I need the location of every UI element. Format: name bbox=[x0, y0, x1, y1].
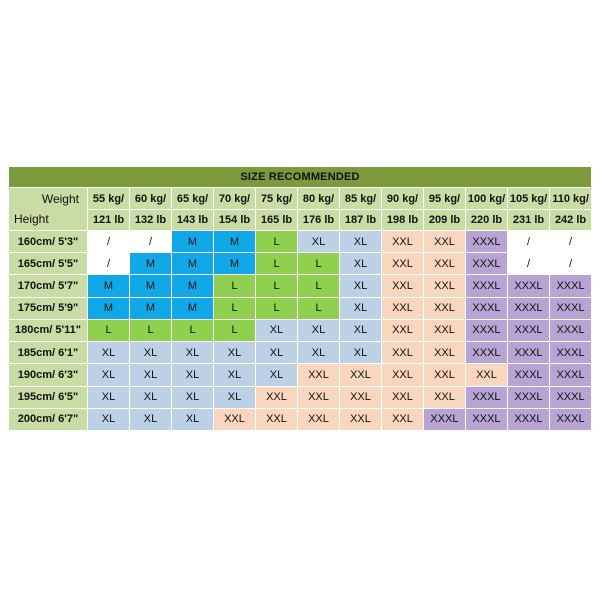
size-cell: XXL bbox=[382, 408, 424, 430]
height-label: 160cm/ 5'3" bbox=[9, 231, 88, 253]
table-row bbox=[9, 319, 592, 341]
size-cell: XL bbox=[340, 231, 382, 253]
table-row bbox=[9, 342, 592, 364]
size-cell: XXXL bbox=[550, 408, 592, 430]
size-cell: XXXL bbox=[508, 319, 550, 341]
size-cell: XL bbox=[172, 342, 214, 364]
size-table-body bbox=[9, 231, 592, 431]
size-cell: XXL bbox=[424, 386, 466, 408]
size-cell: M bbox=[130, 253, 172, 275]
size-cell: XXL bbox=[340, 408, 382, 430]
size-cell: XL bbox=[88, 364, 130, 386]
size-cell: XXL bbox=[382, 386, 424, 408]
size-cell: L bbox=[256, 297, 298, 319]
weight-lb-label: 242 lb bbox=[550, 209, 591, 230]
size-cell: M bbox=[172, 231, 214, 253]
size-cell: XXL bbox=[298, 408, 340, 430]
height-label: 195cm/ 6'5" bbox=[9, 386, 88, 408]
table-row bbox=[9, 253, 592, 275]
title-row bbox=[9, 167, 592, 188]
size-cell: M bbox=[130, 275, 172, 297]
size-cell: XL bbox=[172, 408, 214, 430]
weight-lb-label: 220 lb bbox=[466, 209, 507, 230]
size-cell: L bbox=[256, 275, 298, 297]
weight-kg-label: 85 kg/ bbox=[344, 192, 377, 205]
size-cell: XXL bbox=[256, 386, 298, 408]
height-label: 165cm/ 5'5" bbox=[9, 253, 88, 275]
size-cell: L bbox=[214, 275, 256, 297]
size-cell: XXL bbox=[382, 297, 424, 319]
size-cell: XXXL bbox=[466, 231, 508, 253]
size-cell: XL bbox=[340, 275, 382, 297]
size-cell: L bbox=[130, 319, 172, 341]
size-cell: / bbox=[550, 231, 592, 253]
weight-lb-label: 209 lb bbox=[424, 209, 465, 230]
weight-lb-label: 143 lb bbox=[172, 209, 213, 230]
size-cell: M bbox=[130, 297, 172, 319]
table-row bbox=[9, 231, 592, 253]
size-cell: XXXL bbox=[508, 297, 550, 319]
weight-lb-label: 132 lb bbox=[130, 209, 171, 230]
weight-lb-label: 231 lb bbox=[508, 209, 549, 230]
size-cell: M bbox=[172, 253, 214, 275]
size-cell: XL bbox=[256, 364, 298, 386]
size-cell: XXL bbox=[424, 231, 466, 253]
size-cell: XL bbox=[88, 342, 130, 364]
size-cell: XXXL bbox=[550, 364, 592, 386]
size-cell: XXL bbox=[382, 275, 424, 297]
size-cell: M bbox=[172, 297, 214, 319]
size-cell: XXL bbox=[298, 386, 340, 408]
size-cell: XXXL bbox=[508, 275, 550, 297]
size-cell: XXL bbox=[340, 364, 382, 386]
size-cell: XXXL bbox=[466, 319, 508, 341]
size-cell: XXXL bbox=[508, 386, 550, 408]
size-cell: XXL bbox=[214, 408, 256, 430]
size-cell: XL bbox=[130, 364, 172, 386]
size-cell: XL bbox=[172, 364, 214, 386]
weight-lb-label: 176 lb bbox=[298, 209, 339, 230]
size-cell: XL bbox=[214, 364, 256, 386]
weight-lb-label: 187 lb bbox=[340, 209, 381, 230]
size-cell: XXXL bbox=[508, 342, 550, 364]
size-cell: XL bbox=[340, 253, 382, 275]
weight-header bbox=[382, 188, 424, 231]
weight-kg-label: 110 kg/ bbox=[552, 192, 589, 205]
size-cell: XL bbox=[256, 342, 298, 364]
size-cell: XL bbox=[340, 297, 382, 319]
size-cell: XXL bbox=[424, 364, 466, 386]
table-row bbox=[9, 297, 592, 319]
size-cell: XXL bbox=[382, 231, 424, 253]
weight-kg-label: 105 kg/ bbox=[509, 192, 548, 205]
weight-kg-label: 75 kg/ bbox=[260, 192, 293, 205]
size-cell: L bbox=[298, 275, 340, 297]
size-cell: XXXL bbox=[550, 342, 592, 364]
size-cell: XXL bbox=[382, 364, 424, 386]
size-cell: XXL bbox=[424, 253, 466, 275]
table-row bbox=[9, 408, 592, 430]
weight-header bbox=[424, 188, 466, 231]
size-cell: XXXL bbox=[466, 386, 508, 408]
size-cell: XL bbox=[298, 319, 340, 341]
size-cell: XXXL bbox=[508, 364, 550, 386]
table-row bbox=[9, 386, 592, 408]
size-cell: XL bbox=[298, 342, 340, 364]
size-cell: XXL bbox=[298, 364, 340, 386]
weight-header bbox=[172, 188, 214, 231]
size-cell: XXXL bbox=[550, 297, 592, 319]
weight-kg-label: 55 kg/ bbox=[92, 192, 125, 205]
size-cell: XL bbox=[256, 319, 298, 341]
size-cell: XL bbox=[340, 319, 382, 341]
size-cell: XXL bbox=[382, 253, 424, 275]
size-cell: XL bbox=[88, 386, 130, 408]
size-cell: L bbox=[256, 231, 298, 253]
weight-header bbox=[298, 188, 340, 231]
weight-header bbox=[214, 188, 256, 231]
size-cell: M bbox=[172, 275, 214, 297]
size-cell: XXL bbox=[466, 364, 508, 386]
weight-header bbox=[130, 188, 172, 231]
size-cell: XXXL bbox=[466, 297, 508, 319]
size-cell: XXL bbox=[340, 386, 382, 408]
size-cell: XL bbox=[172, 386, 214, 408]
size-cell: XXXL bbox=[466, 253, 508, 275]
weight-kg-label: 95 kg/ bbox=[428, 192, 461, 205]
size-cell: XL bbox=[298, 231, 340, 253]
weight-header bbox=[466, 188, 508, 231]
size-cell: / bbox=[508, 253, 550, 275]
size-chart-table bbox=[8, 166, 592, 431]
weight-lb-label: 121 lb bbox=[88, 209, 129, 230]
height-label: 180cm/ 5'11" bbox=[9, 319, 88, 341]
size-cell: M bbox=[214, 231, 256, 253]
weight-kg-label: 90 kg/ bbox=[386, 192, 419, 205]
weight-header bbox=[508, 188, 550, 231]
weight-lb-label: 165 lb bbox=[256, 209, 297, 230]
weight-kg-label: 80 kg/ bbox=[302, 192, 335, 205]
size-cell: / bbox=[88, 253, 130, 275]
size-cell: L bbox=[214, 297, 256, 319]
table-row bbox=[9, 364, 592, 386]
height-label: 190cm/ 6'3" bbox=[9, 364, 88, 386]
size-cell: XXXL bbox=[466, 408, 508, 430]
height-label: 170cm/ 5'7" bbox=[9, 275, 88, 297]
size-cell: / bbox=[88, 231, 130, 253]
size-cell: M bbox=[214, 253, 256, 275]
size-cell: XL bbox=[130, 342, 172, 364]
weight-header bbox=[88, 188, 130, 231]
height-axis-label: Height bbox=[14, 212, 49, 226]
height-label: 185cm/ 6'1" bbox=[9, 342, 88, 364]
size-cell: XL bbox=[88, 408, 130, 430]
weight-header-row bbox=[9, 188, 592, 231]
size-cell: XXL bbox=[382, 319, 424, 341]
size-cell: XL bbox=[130, 408, 172, 430]
size-cell: XL bbox=[130, 386, 172, 408]
size-cell: XXXL bbox=[466, 275, 508, 297]
height-label: 200cm/ 6'7" bbox=[9, 408, 88, 430]
size-cell: XL bbox=[214, 386, 256, 408]
weight-lb-label: 198 lb bbox=[382, 209, 423, 230]
size-cell: M bbox=[88, 297, 130, 319]
size-cell: L bbox=[298, 253, 340, 275]
size-cell: L bbox=[172, 319, 214, 341]
size-cell: XXL bbox=[424, 342, 466, 364]
size-cell: XXXL bbox=[550, 275, 592, 297]
height-label: 175cm/ 5'9" bbox=[9, 297, 88, 319]
chart-title: SIZE RECOMMENDED bbox=[9, 167, 592, 188]
size-cell: XXL bbox=[424, 319, 466, 341]
size-cell: XXL bbox=[424, 275, 466, 297]
size-cell: L bbox=[256, 253, 298, 275]
table-row bbox=[9, 275, 592, 297]
weight-lb-label: 154 lb bbox=[214, 209, 255, 230]
weight-axis-label: Weight bbox=[41, 192, 79, 206]
size-cell: L bbox=[88, 319, 130, 341]
weight-header bbox=[256, 188, 298, 231]
size-cell: XL bbox=[340, 342, 382, 364]
weight-kg-label: 100 kg/ bbox=[467, 192, 506, 205]
size-cell: XXXL bbox=[424, 408, 466, 430]
size-cell: XL bbox=[214, 342, 256, 364]
weight-kg-label: 65 kg/ bbox=[176, 192, 209, 205]
size-cell: / bbox=[508, 231, 550, 253]
size-cell: XXL bbox=[382, 342, 424, 364]
size-cell: L bbox=[214, 319, 256, 341]
size-cell: XXL bbox=[424, 297, 466, 319]
size-cell: / bbox=[130, 231, 172, 253]
weight-header bbox=[340, 188, 382, 231]
weight-kg-label: 60 kg/ bbox=[134, 192, 167, 205]
size-cell: M bbox=[88, 275, 130, 297]
size-cell: XXL bbox=[256, 408, 298, 430]
size-cell: XXXL bbox=[466, 342, 508, 364]
size-cell: / bbox=[550, 253, 592, 275]
size-cell: XXXL bbox=[550, 386, 592, 408]
weight-kg-label: 70 kg/ bbox=[218, 192, 251, 205]
size-cell: XXXL bbox=[550, 319, 592, 341]
size-cell: L bbox=[298, 297, 340, 319]
size-cell: XXXL bbox=[508, 408, 550, 430]
weight-header bbox=[550, 188, 592, 231]
corner-cell bbox=[9, 188, 88, 231]
